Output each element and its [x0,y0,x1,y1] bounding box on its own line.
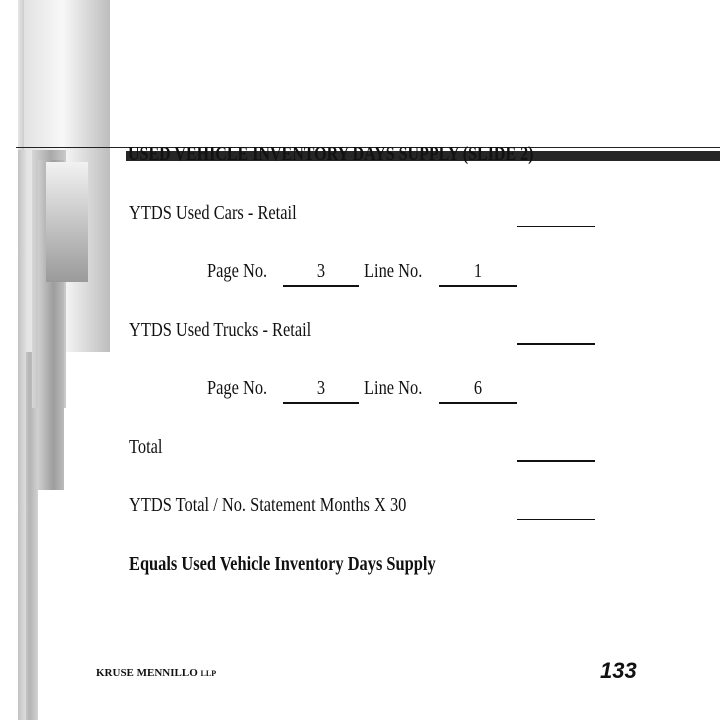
page-value: 3 [316,377,326,399]
page-value-line [283,285,359,287]
line-label: Line No. [364,260,423,282]
page-value-line [283,402,359,404]
label-ytds-total: YTDS Total / No. Statement Months X 30 [129,494,407,516]
page-value: 3 [316,260,326,282]
label-used-cars: YTDS Used Cars - Retail [129,202,297,224]
page-label: Page No. [207,377,268,399]
line-value: 1 [473,260,483,282]
page-number: 133 [600,658,637,683]
firm-name [96,667,216,679]
answer-blank-used-cars [517,226,595,227]
answer-blank-total [517,460,595,462]
page-title: USED VEHICLE INVENTORY DAYS SUPPLY (SLIDE 2) [128,143,534,165]
answer-blank-used-trucks [517,343,595,345]
label-used-trucks: YTDS Used Trucks - Retail [129,319,312,341]
decorative-bar [46,162,88,282]
firm-suffix: LLP [200,669,217,678]
decorative-bar [18,150,26,720]
line-value: 6 [473,377,483,399]
line-value-line [439,285,517,287]
page-label: Page No. [207,260,268,282]
label-total: Total [129,436,163,458]
label-days-supply: Equals Used Vehicle Inventory Days Supply [129,553,436,575]
line-value-line [439,402,517,404]
firm-name-text: KRUSE MENNILLO [96,667,198,679]
answer-blank-ytds-total [517,519,595,520]
line-label: Line No. [364,377,423,399]
